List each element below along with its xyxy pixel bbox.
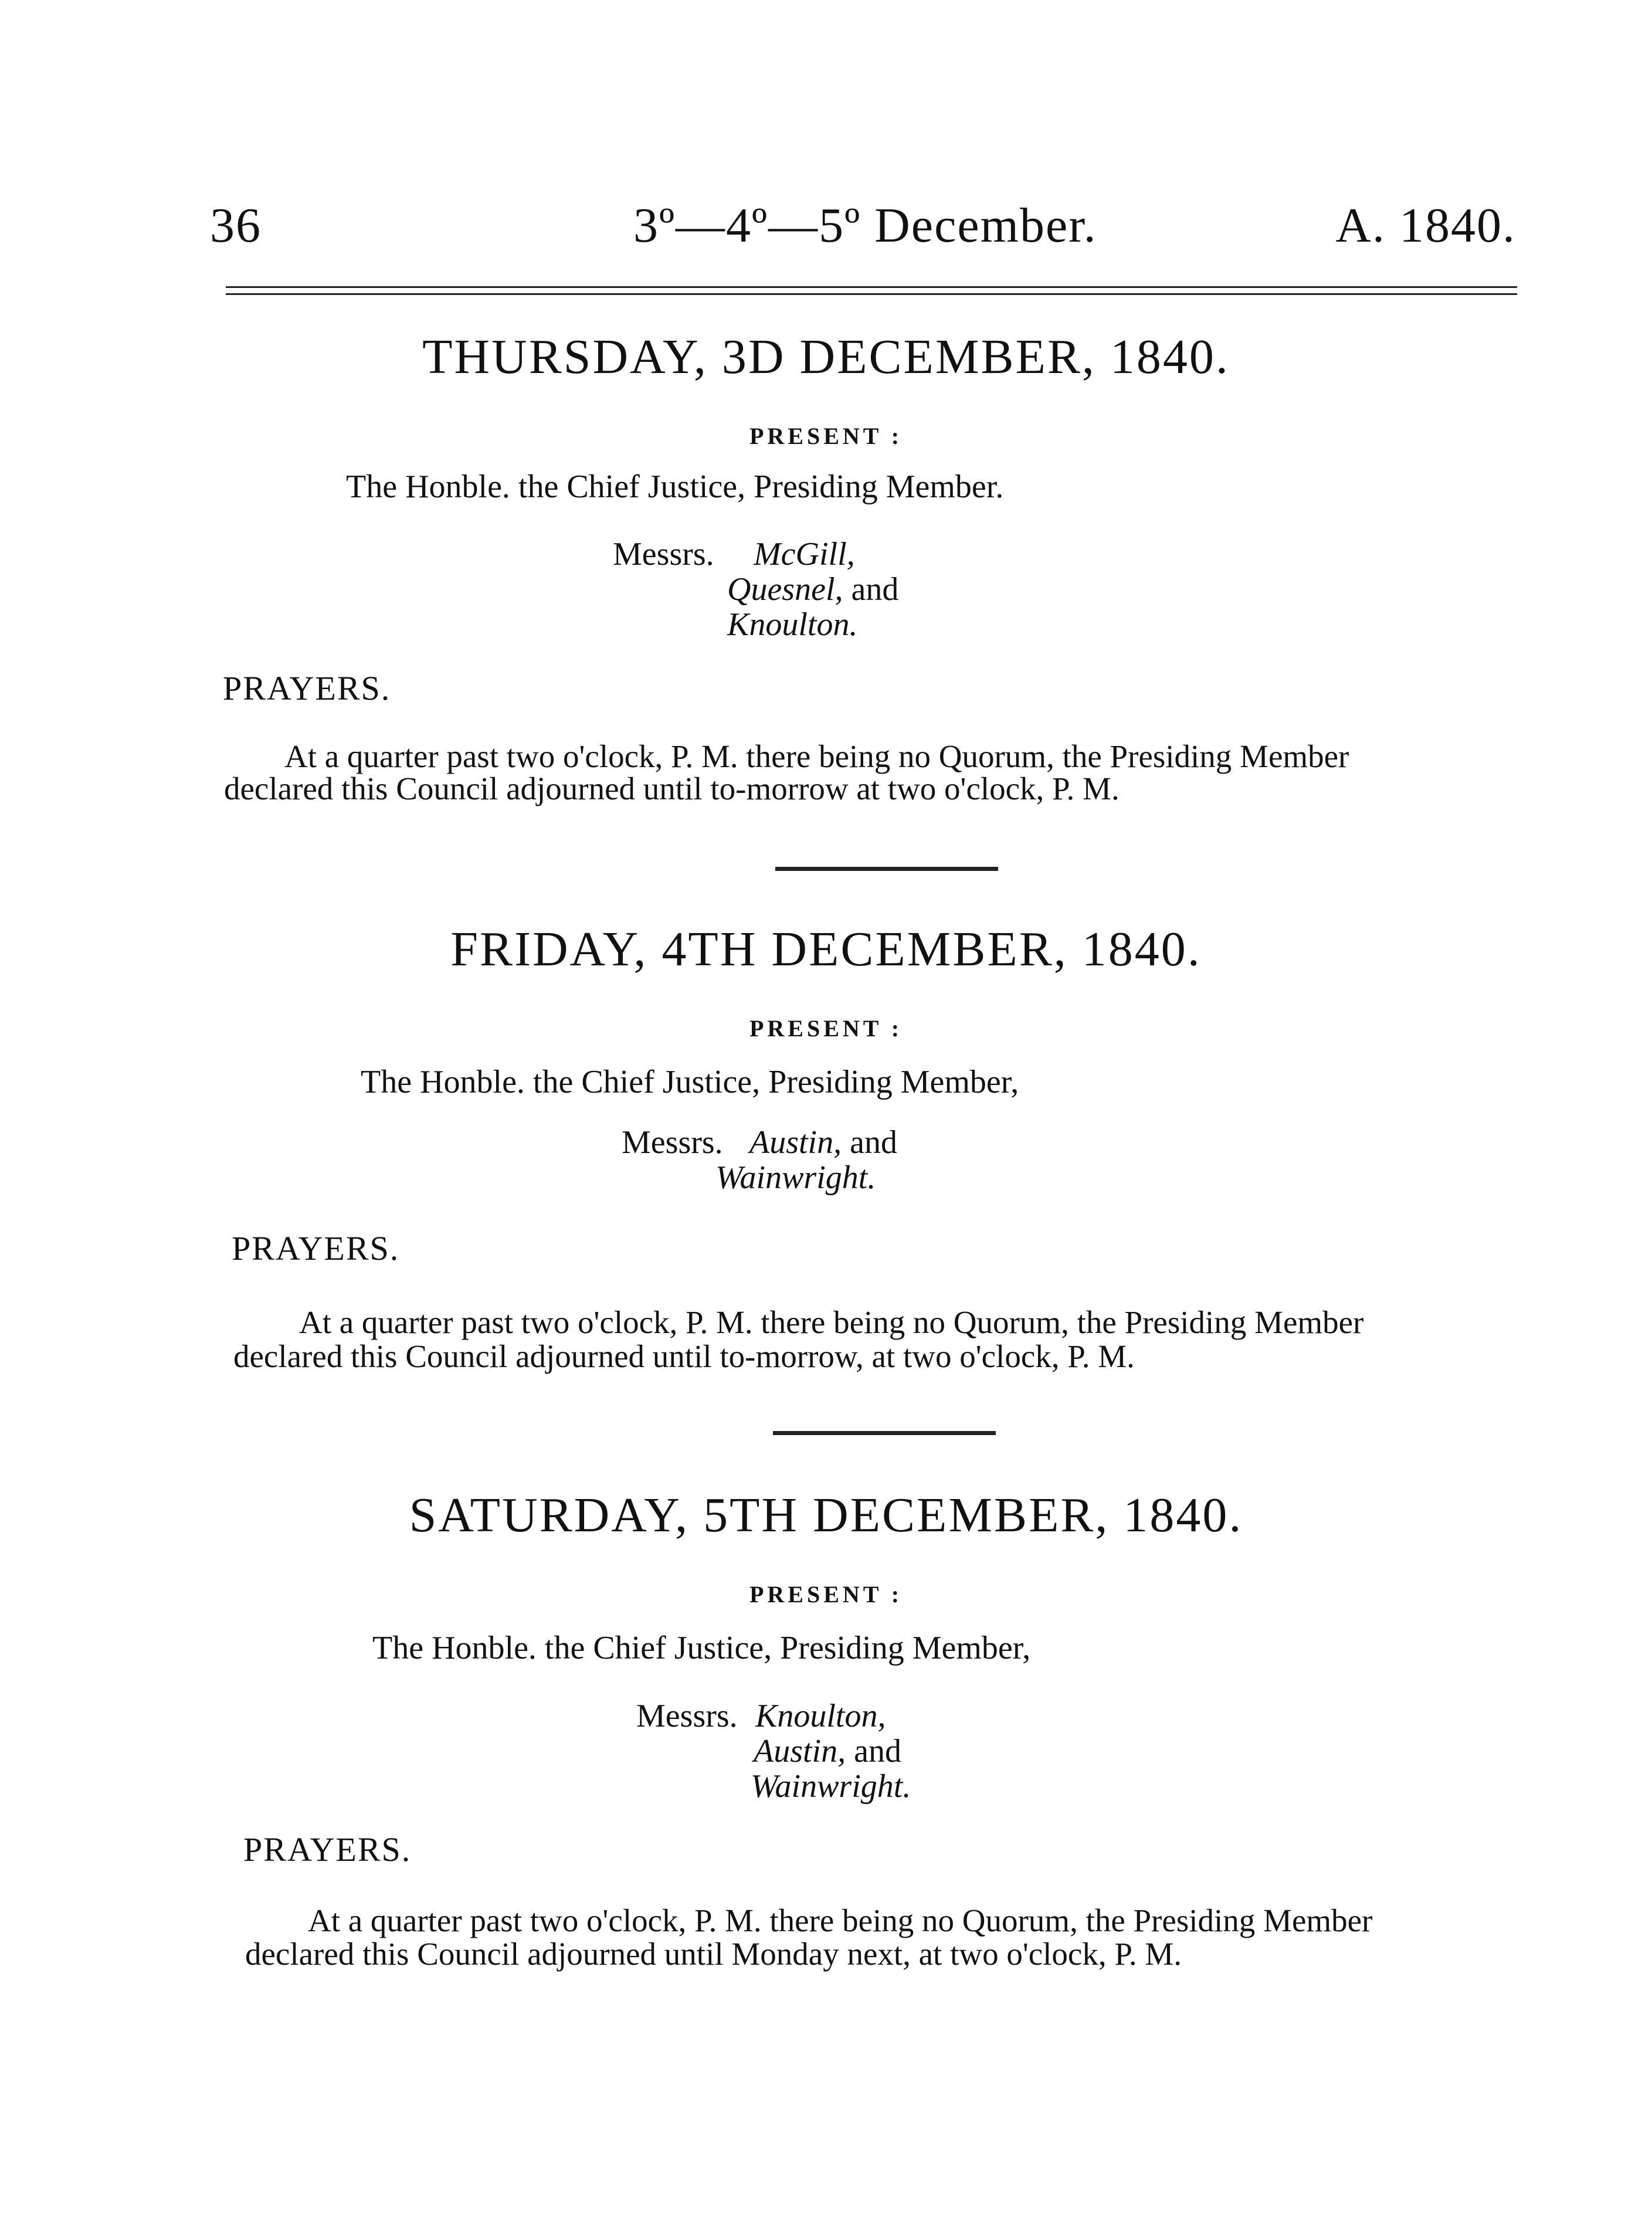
minute-line: At a quarter past two o'clock, P. M. there being no Quorum, the Presiding Member xyxy=(284,738,1349,774)
running-head-year: A. 1840. xyxy=(1335,198,1516,253)
messrs-label: Messrs. xyxy=(636,1698,738,1734)
minute-line: At a quarter past two o'clock, P. M. there being no Quorum, the Presiding Member xyxy=(299,1304,1364,1340)
member-conjunction: and xyxy=(854,1733,901,1769)
session-title: THURSDAY, 3D DECEMBER, 1840. xyxy=(422,330,1230,384)
present-label: PRESENT : xyxy=(749,423,903,449)
present-label: PRESENT : xyxy=(749,1581,903,1608)
member-name: Austin, xyxy=(749,1124,842,1161)
header-double-rule xyxy=(226,286,1517,295)
member-conjunction: and xyxy=(851,571,899,608)
member-name: Knoulton, xyxy=(755,1698,886,1734)
running-head-title: 3º—4º—5º December. xyxy=(633,198,1097,253)
presiding-member-line: The Honble. the Chief Justice, Presiding Member, xyxy=(361,1064,1019,1100)
session-title: SATURDAY, 5TH DECEMBER, 1840. xyxy=(409,1488,1243,1542)
messrs-label: Messrs. xyxy=(613,536,714,572)
minute-line: declared this Council adjourned until to-morrow at two o'clock, P. M. xyxy=(224,771,1120,806)
member-entry xyxy=(754,1734,901,1769)
member-conjunction: and xyxy=(850,1124,897,1161)
member-entry xyxy=(749,1125,897,1160)
member-name: Wainwright. xyxy=(751,1768,911,1805)
member-entry xyxy=(727,607,857,642)
running-head xyxy=(0,194,1652,258)
member-entry xyxy=(727,572,898,607)
member-entry xyxy=(755,1698,886,1734)
member-name: Wainwright. xyxy=(715,1159,876,1196)
minute-line: declared this Council adjourned until to-morrow, at two o'clock, P. M. xyxy=(233,1338,1135,1374)
minute-line: At a quarter past two o'clock, P. M. there being no Quorum, the Presiding Member xyxy=(308,1903,1373,1938)
member-name: McGill, xyxy=(754,536,855,572)
page-number: 36 xyxy=(210,198,262,253)
session-title: FRIDAY, 4TH DECEMBER, 1840. xyxy=(450,922,1202,976)
presiding-member-line: The Honble. the Chief Justice, Presiding Member, xyxy=(372,1630,1031,1666)
section-divider-rule xyxy=(775,867,998,871)
prayers-heading: PRAYERS. xyxy=(223,669,391,707)
prayers-heading: PRAYERS. xyxy=(243,1830,412,1869)
member-entry xyxy=(715,1160,876,1195)
section-divider-rule xyxy=(773,1431,996,1435)
member-entry xyxy=(754,537,855,572)
messrs-label: Messrs. xyxy=(622,1124,723,1161)
minute-line: declared this Council adjourned until Monday next, at two o'clock, P. M. xyxy=(245,1936,1182,1972)
member-entry xyxy=(751,1769,911,1804)
present-label: PRESENT : xyxy=(749,1015,903,1042)
presiding-member-line: The Honble. the Chief Justice, Presiding Member. xyxy=(346,469,1004,505)
member-name: Quesnel, xyxy=(727,571,843,608)
member-name: Austin, xyxy=(754,1733,846,1769)
member-name: Knoulton. xyxy=(727,606,858,643)
prayers-heading: PRAYERS. xyxy=(232,1229,400,1267)
